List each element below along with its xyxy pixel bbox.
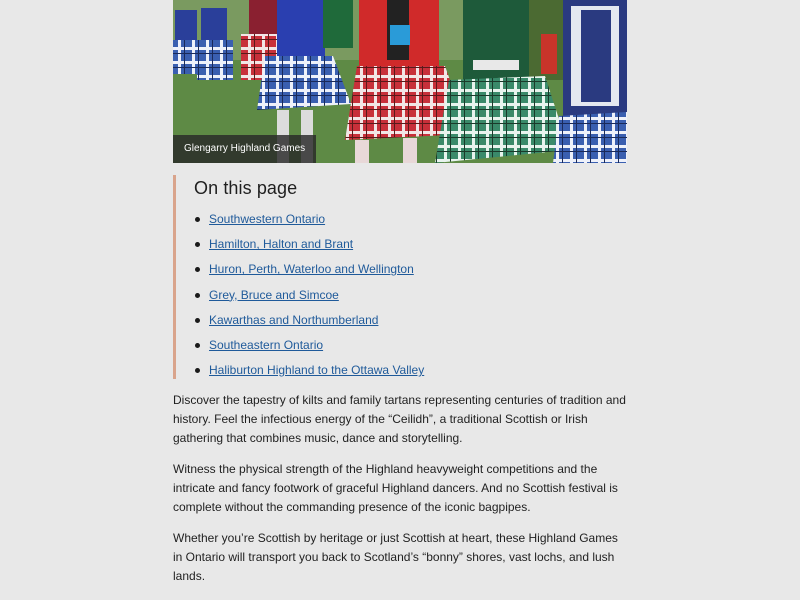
toc-link-kawarthas-northumberland[interactable]: Kawarthas and Northumberland [209,312,379,327]
toc-item [194,287,627,312]
toc-list [194,211,627,387]
article [173,0,627,598]
on-this-page-nav [173,175,627,379]
toc-item [194,236,627,261]
toc-item [194,362,627,387]
paragraph-heritage: Whether you’re Scottish by heritage or just Scottish at heart, these Highland Games in Ontario will transport you back to Scotland’s “bonny” shores, vast lochs, and lush lands. [173,531,618,583]
toc-link-southeastern-ontario[interactable]: Southeastern Ontario [209,337,324,352]
toc-item [194,261,627,286]
article-body [173,391,627,586]
toc-heading: On this page [194,178,298,198]
paragraph-intro: Discover the tapestry of kilts and family tartans representing centuries of tradition and history. Feel the infectious energy of the “Ceilidh”, a traditional Scottish or Irish gathering that combines music, dance and storytelling. [173,393,626,445]
toc-link-huron-perth-waterloo-wellington[interactable]: Huron, Perth, Waterloo and Wellington [209,262,414,277]
toc-item [194,211,627,236]
hero-caption: Glengarry Highland Games [173,135,316,163]
toc-link-hamilton-halton-brant[interactable]: Hamilton, Halton and Brant [209,237,354,252]
toc-item [194,337,627,362]
paragraph-competitions: Witness the physical strength of the Highland heavyweight competitions and the intricate and fancy footwork of graceful Highland dancers. And no Scottish festival is complete without the commanding presence of the iconic bagpipes. [173,462,618,514]
toc-link-haliburton-ottawa-valley[interactable]: Haliburton Highland to the Ottawa Valley [209,363,425,378]
toc-link-southwestern-ontario[interactable]: Southwestern Ontario [209,212,326,226]
focus-marker [390,25,410,45]
toc-link-grey-bruce-simcoe[interactable]: Grey, Bruce and Simcoe [209,287,339,302]
toc-item [194,312,627,337]
hero-image [173,0,627,163]
